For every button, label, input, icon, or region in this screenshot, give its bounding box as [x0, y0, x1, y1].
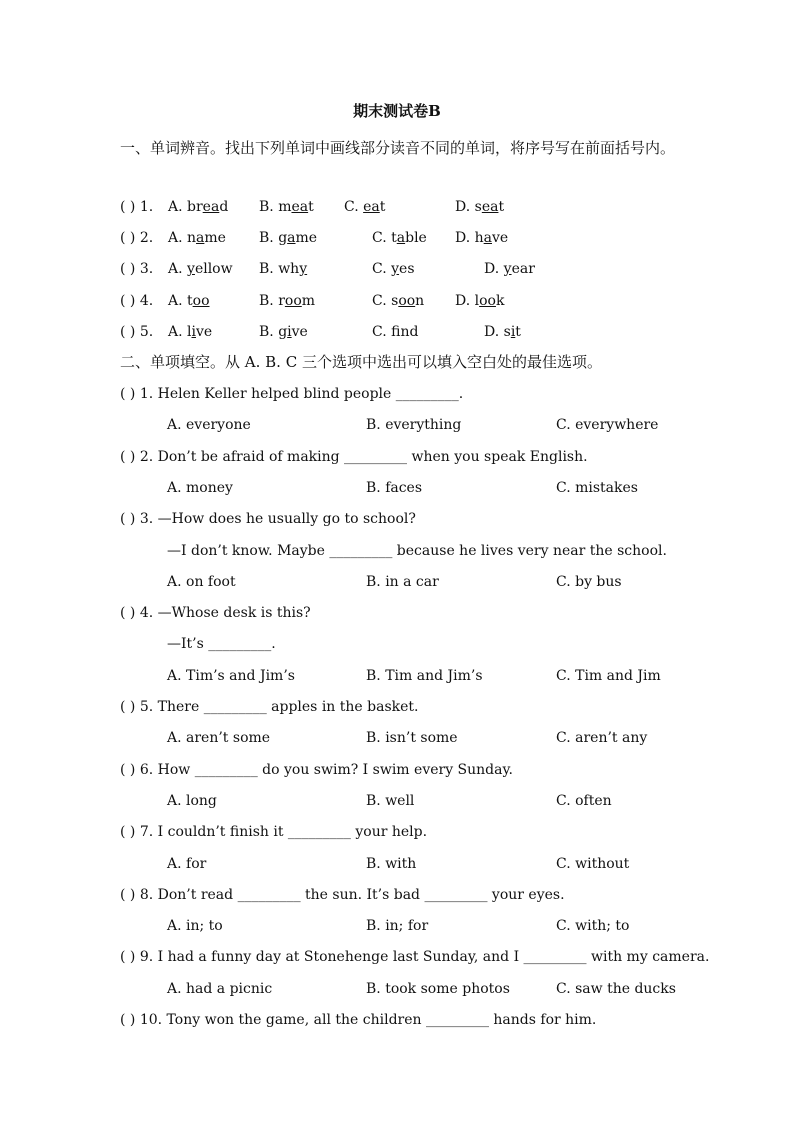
option-c: C. saw the ducks — [556, 980, 676, 997]
question-stem: ( ) 8. Don’t read _________ the sun. It’s bad _________ your eyes. — [120, 886, 565, 903]
option-b: B. Tim and Jim’s — [366, 667, 483, 684]
option-text: ve — [492, 230, 509, 246]
question-response-line: —I don’t know. Maybe _________ because he lives very near the school. — [167, 542, 667, 559]
underlined-letters: y — [391, 261, 400, 277]
option-c — [372, 323, 418, 341]
option-d — [455, 198, 504, 216]
option-c — [344, 198, 385, 216]
option-a: A. money — [167, 479, 233, 496]
option-text: t — [498, 199, 505, 215]
question-stem: ( ) 5. There _________ apples in the basket. — [120, 699, 419, 715]
option-b: B. in a car — [366, 573, 439, 590]
underlined-letters: ea — [481, 199, 499, 215]
underlined-letters: i — [191, 324, 196, 340]
option-a — [168, 323, 212, 341]
question-stem: ( ) 4. —Whose desk is this? — [120, 605, 311, 622]
option-b: B. with — [366, 855, 417, 872]
question-number: ( ) 4. — [120, 293, 154, 309]
option-text: C. — [372, 261, 392, 277]
option-text: A. n — [168, 230, 197, 246]
question-stem: ( ) 2. Don’t be afraid of making _________ when you speak English. — [120, 448, 588, 465]
option-d — [484, 260, 535, 278]
question-response-line: —It’s _________. — [167, 636, 276, 653]
option-text: ve — [291, 324, 308, 340]
option-c: C. with; to — [556, 918, 630, 935]
underlined-letters: oo — [192, 293, 210, 309]
option-text: C. f — [372, 324, 401, 340]
underlined-letters: a — [483, 230, 493, 246]
option-b: B. isn’t some — [366, 730, 458, 747]
option-text: m — [301, 293, 316, 309]
option-d — [455, 229, 508, 247]
option-text: A. — [168, 261, 188, 277]
option-text: B. g — [259, 324, 288, 340]
option-text: D. l — [455, 293, 480, 309]
option-d — [484, 323, 521, 341]
option-text: me — [295, 230, 318, 246]
underlined-letters: oo — [284, 293, 302, 309]
option-text: C. t — [372, 230, 397, 246]
section2-instruction: 二、单项填空。从 A. B. C 三个选项中选出可以填入空白处的最佳选项。 — [120, 353, 602, 371]
option-b: B. took some photos — [366, 980, 510, 997]
underlined-letters: i — [510, 324, 516, 340]
option-text: n — [415, 293, 425, 309]
option-c: C. by bus — [556, 573, 622, 590]
option-b — [259, 292, 315, 310]
option-text: es — [399, 261, 415, 277]
question-stem: ( ) 10. Tony won the game, all the children _________ hands for him. — [120, 1012, 597, 1028]
option-text: C. s — [372, 293, 399, 309]
option-text: C. — [344, 199, 364, 215]
underlined-letters: oo — [479, 293, 496, 309]
option-a: A. Tim’s and Jim’s — [167, 667, 295, 684]
option-text: A. l — [168, 324, 192, 340]
option-text: ble — [405, 230, 427, 246]
option-b — [259, 229, 317, 247]
option-b — [259, 198, 314, 216]
option-c: C. aren’t any — [556, 730, 648, 747]
option-text: D. — [484, 261, 504, 277]
question-stem: ( ) 3. —How does he usually go to school? — [120, 511, 416, 528]
question-stem: ( ) 1. Helen Keller helped blind people _________. — [120, 386, 464, 402]
option-text: t — [308, 199, 314, 215]
option-text: ellow — [194, 261, 233, 277]
option-a — [168, 292, 210, 310]
underlined-letters: i — [287, 324, 292, 340]
option-b: B. everything — [366, 417, 462, 434]
option-a: A. long — [167, 792, 217, 809]
underlined-letters: ea — [202, 199, 220, 215]
option-text: D. h — [455, 230, 484, 246]
option-text: A. br — [168, 199, 203, 215]
option-text: B. m — [259, 199, 292, 215]
option-a: A. had a picnic — [167, 980, 273, 997]
option-text: B. wh — [259, 261, 300, 277]
option-a: A. for — [167, 855, 207, 872]
option-text: D. s — [484, 324, 511, 340]
option-a: A. aren’t some — [167, 730, 271, 747]
option-text: B. g — [259, 230, 288, 246]
section1-instruction: 一、单词辨音。找出下列单词中画线部分读音不同的单词，将序号写在前面括号内。 — [120, 139, 676, 157]
underlined-letters: a — [196, 230, 205, 246]
option-text: B. r — [259, 293, 285, 309]
underlined-letters: a — [287, 230, 296, 246]
option-c: C. without — [556, 855, 630, 872]
underlined-letters: y — [299, 261, 308, 277]
option-a: A. on foot — [167, 573, 236, 590]
option-c: C. Tim and Jim — [556, 667, 661, 684]
option-d — [455, 292, 504, 310]
option-text: A. t — [168, 293, 193, 309]
option-c — [372, 260, 415, 278]
option-text: ve — [195, 324, 213, 340]
option-text: k — [495, 293, 505, 309]
page-title: 期末测试卷B — [353, 102, 441, 120]
option-a: A. everyone — [167, 417, 251, 434]
underlined-letters: y — [503, 261, 512, 277]
option-text: t — [515, 324, 521, 340]
option-c: C. everywhere — [556, 417, 659, 434]
option-c — [372, 229, 427, 247]
question-number: ( ) 3. — [120, 261, 154, 277]
underlined-letters: ea — [291, 199, 309, 215]
question-stem: ( ) 9. I had a funny day at Stonehenge last Sunday, and I _________ with my camera. — [120, 949, 710, 966]
underlined-letters: a — [396, 230, 406, 246]
option-b — [259, 260, 307, 278]
underlined-letters: oo — [398, 293, 416, 309]
option-b — [259, 323, 308, 341]
question-number: ( ) 5. — [120, 324, 154, 340]
option-text: ear — [511, 261, 535, 277]
underlined-letters: ea — [363, 199, 380, 215]
option-b: B. in; for — [366, 918, 429, 935]
option-a — [168, 198, 228, 216]
question-stem: ( ) 6. How _________ do you swim? I swim every Sunday. — [120, 761, 513, 778]
option-b: B. faces — [366, 479, 423, 496]
option-text: t — [379, 199, 386, 215]
option-c: C. often — [556, 792, 612, 809]
option-a: A. in; to — [167, 918, 223, 935]
question-number: ( ) 2. — [120, 230, 154, 246]
underlined-letters: y — [187, 261, 195, 277]
option-text: D. s — [455, 199, 482, 215]
option-b: B. well — [366, 792, 415, 809]
option-c: C. mistakes — [556, 479, 638, 496]
option-text: me — [204, 230, 226, 246]
option-text: nd — [400, 324, 419, 340]
option-text: d — [219, 199, 229, 215]
option-a — [168, 229, 226, 247]
question-stem: ( ) 7. I couldn’t finish it _________ your help. — [120, 824, 428, 841]
option-a — [168, 260, 233, 278]
option-c — [372, 292, 424, 310]
question-number: ( ) 1. — [120, 199, 154, 215]
